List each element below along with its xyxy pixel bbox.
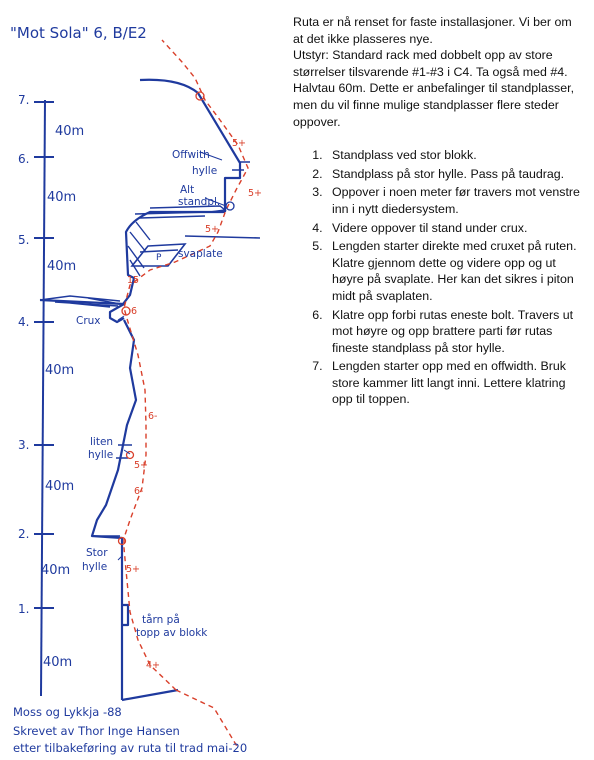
scale-mark-5: 5. (18, 233, 30, 247)
scale-mark-3: 3. (18, 438, 30, 452)
label-standplass: Alt (180, 184, 195, 196)
pitch-length-2: 40m (41, 563, 71, 578)
belay-station-6 (226, 202, 234, 210)
description-gear: Utstyr: Standard rack med dobbelt opp av store størrelser tilsvarende #1-#3 i C4. Ta også med #4. Halvtau 60m. Dette er anbefalinger til standplasser, men du vil finne mulige standplasser flere steder oppover. (293, 48, 575, 129)
pitch-item: 2. Standplass på stor hylle. Pass på taudrag. (326, 166, 585, 183)
grade-7a: 5+ (248, 188, 263, 199)
route-description (293, 14, 585, 410)
pitch-list (293, 147, 585, 408)
label-svaplate: svaplate (178, 248, 223, 260)
pitch-item: 5. Lengden starter direkte med cruxet på ruten. Klatre gjennom dette og videre opp og ut høyre på svaplate. Her kan det sikres i piton midt på svaplaten. (326, 238, 585, 304)
credit-first-ascent: Moss og Lykkja -88 (13, 705, 122, 719)
label-taarn-2: topp av blokk (136, 627, 208, 639)
pitch-length-4: 40m (45, 363, 75, 378)
route-title: "Mot Sola" 6, B/E2 (10, 24, 147, 42)
pitch-length-3: 40m (45, 479, 75, 494)
grade-3b: 6- (134, 486, 144, 497)
pitch-item: 1. Standplass ved stor blokk. (326, 147, 585, 164)
credit-note: etter tilbakeføring av ruta til trad mai-20 (13, 741, 248, 755)
route-line (176, 690, 238, 748)
scale-mark-1: 1. (18, 602, 30, 616)
label-offwidth: Offwith (172, 149, 210, 161)
route-line-main (124, 40, 248, 690)
scale-mark-7: 7. (18, 93, 30, 107)
label-offwidth-2: hylle (192, 165, 218, 177)
pitch-length-6: 40m (47, 190, 77, 205)
pitch-length-5: 40m (47, 259, 77, 274)
label-stor-hylle: Stor (86, 547, 108, 559)
credits (13, 705, 247, 755)
scale-mark-6: 6. (18, 152, 30, 166)
pitch-item: 6. Klatre opp forbi rutas eneste bolt. Travers ut mot høyre og opp brattere parti før rutas fineste standplass på stor hylle. (326, 307, 585, 357)
label-crux: Crux (76, 315, 101, 327)
ledges (92, 162, 263, 536)
scale-mark-2: 2. (18, 527, 30, 541)
label-liten-hylle: liten (90, 436, 114, 448)
description-intro: Ruta er nå renset for faste installasjoner. Vi ber om at det ikke plasseres nye. (293, 15, 572, 46)
grade-7b: 5+ (232, 138, 247, 149)
pitch-item: 3. Oppover i noen meter før travers mot venstre inn i nytt diedersystem. (326, 184, 585, 217)
label-liten-hylle-2: hylle (88, 449, 114, 461)
grade-5: 6 (131, 306, 138, 317)
credit-author: Skrevet av Thor Inge Hansen (13, 724, 180, 738)
grade-6: 5+ (205, 224, 220, 235)
grade-1: 4+ (146, 660, 161, 671)
grade-2: 5+ (126, 564, 141, 575)
label-standplass-2: standpl. (178, 196, 221, 208)
pitch-item: 4. Videre oppover til stand under crux. (326, 220, 585, 237)
pitch-length-7: 40m (55, 124, 85, 139)
grade-5b: 15 (127, 275, 140, 286)
scale-marks (18, 93, 29, 616)
piton-label: P (156, 253, 162, 263)
scale-mark-4: 4. (18, 315, 30, 329)
feature-labels (76, 149, 223, 639)
grade-4: 6- (148, 411, 158, 422)
label-taarn: tårn på (142, 614, 180, 626)
grade-3a: 5+ (134, 460, 149, 471)
pitch-item: 7. Lengden starter opp med en offwidth. Bruk store kammer litt langt inni. Lettere klatring opp til toppen. (326, 358, 585, 408)
pitch-lengths (41, 124, 84, 670)
pitch-length-1: 40m (43, 655, 73, 670)
label-stor-hylle-2: hylle (82, 561, 108, 573)
